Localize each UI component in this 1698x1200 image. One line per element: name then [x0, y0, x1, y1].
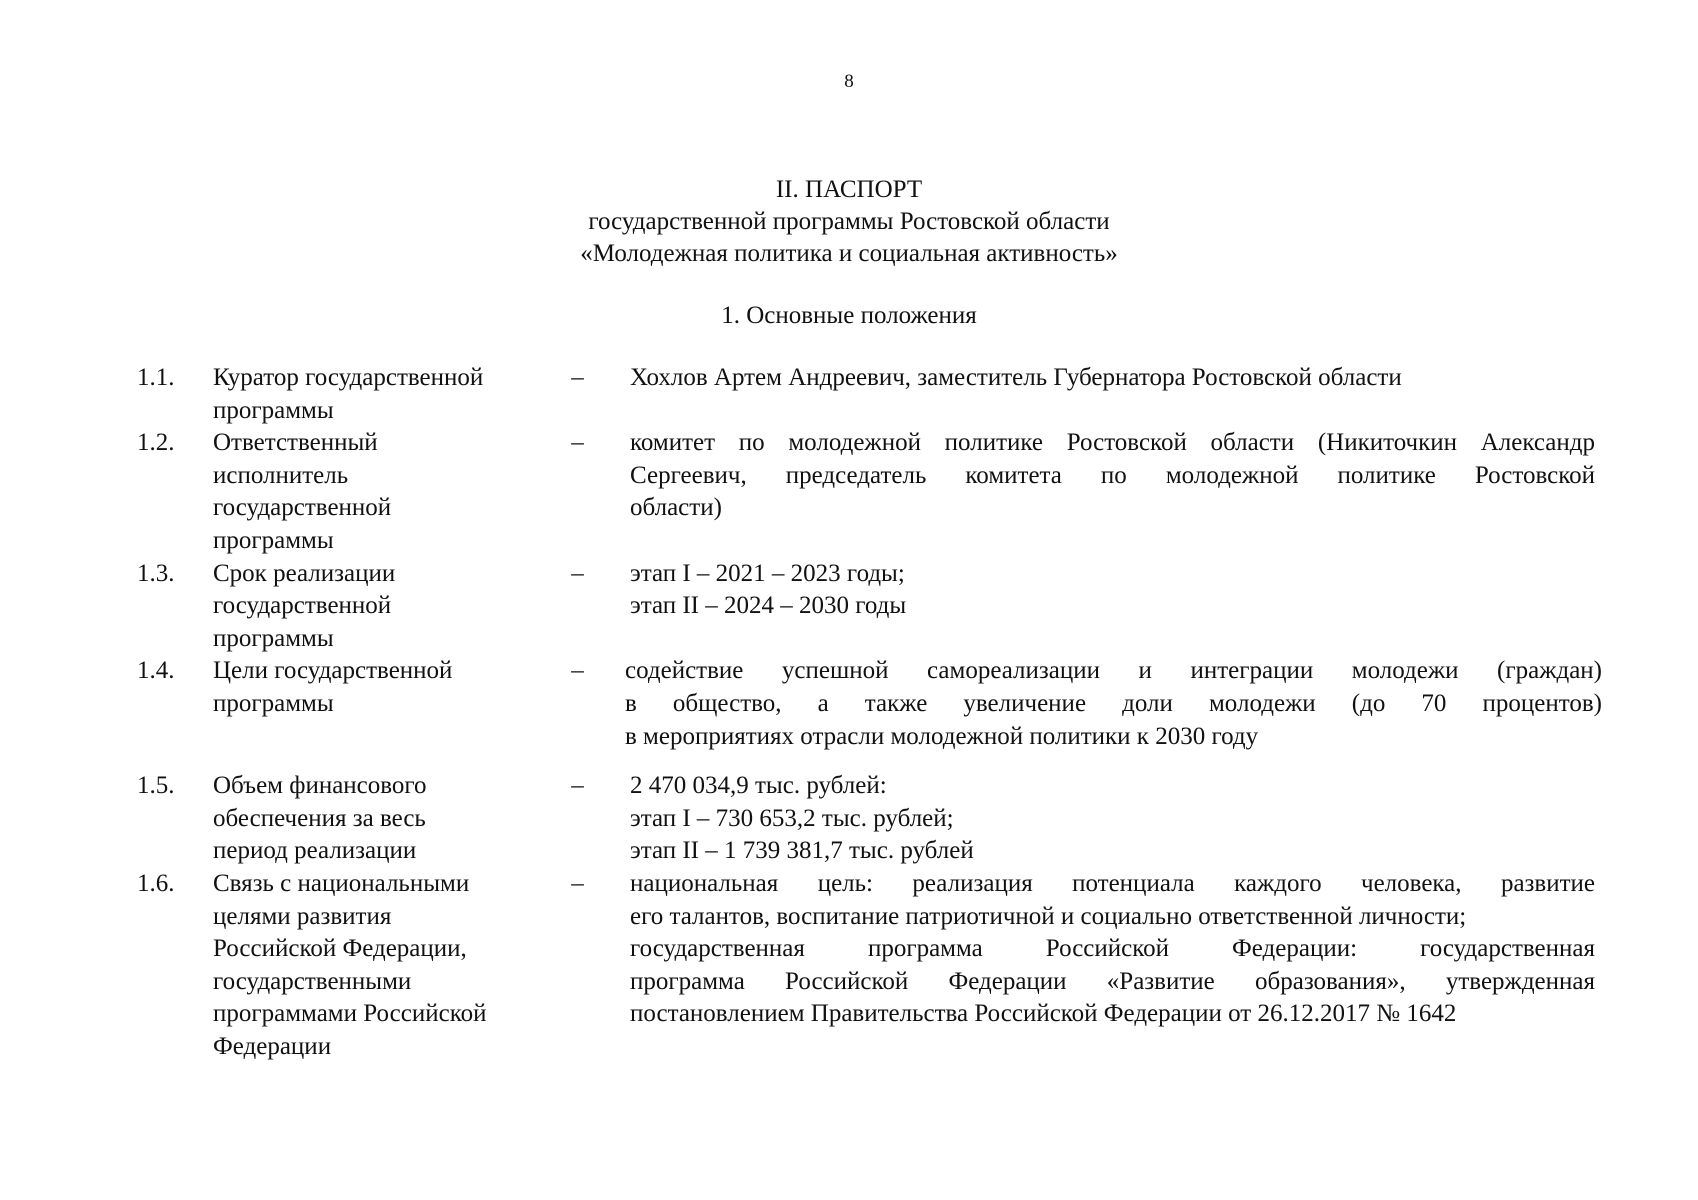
passport-row-1-3	[0, 558, 1698, 656]
title-line-1: II. ПАСПОРТ	[775, 176, 923, 203]
label-line: государственной	[213, 592, 392, 620]
value-line: этап I – 730 653,2 тыс. рублей;	[630, 804, 954, 832]
label-line: Цели государственной	[213, 657, 453, 685]
passport-row-1-2	[0, 427, 1698, 557]
row-dash: –	[571, 559, 584, 587]
value-line: программа Российской Федерации «Развитие образования», утвержденная	[630, 967, 1595, 995]
row-value	[630, 868, 1595, 1031]
title-line-3: «Молодежная политика и социальная активность»	[580, 240, 1118, 267]
page-number: 8	[844, 71, 854, 92]
label-line: программами Российской	[213, 1000, 487, 1028]
passport-row-1-4	[0, 655, 1698, 753]
row-dash: –	[571, 772, 584, 800]
label-line: Объем финансового	[213, 772, 427, 800]
value-line: государственная программа Российской Федерации: государственная	[630, 935, 1595, 963]
row-value	[630, 362, 1595, 395]
value-line: содействие успешной самореализации и интеграции молодежи (граждан)	[625, 657, 1602, 685]
row-dash: –	[571, 869, 584, 897]
label-line: Федерации	[213, 1032, 332, 1060]
passport-row-1-5	[0, 770, 1698, 868]
row-label	[213, 558, 543, 656]
row-label	[213, 868, 543, 1064]
value-line: области)	[630, 494, 722, 522]
label-line: Куратор государственной	[213, 364, 484, 391]
row-label	[213, 655, 543, 720]
row-number: 1.1.	[137, 364, 175, 391]
row-number: 1.4.	[137, 657, 175, 685]
row-number: 1.3.	[137, 559, 175, 587]
row-value	[625, 655, 1602, 753]
value-line: Хохлов Артем Андреевич, заместитель Губернатора Ростовской области	[630, 364, 1402, 391]
passport-row-1-1	[0, 362, 1698, 427]
label-line: обеспечения за весь	[213, 804, 426, 832]
label-line: программы	[213, 689, 334, 717]
row-value	[630, 427, 1595, 525]
label-line: Российской Федерации,	[213, 935, 467, 963]
value-line: в общество, а также увеличение доли молодежи (до 70 процентов)	[625, 689, 1602, 717]
label-line: целями развития	[213, 902, 392, 930]
value-line: этап II – 2024 – 2030 годы	[630, 592, 907, 620]
value-line: 2 470 034,9 тыс. рублей:	[630, 772, 887, 800]
label-line: государственными	[213, 967, 412, 995]
value-line: этап II – 1 739 381,7 тыс. рублей	[630, 837, 974, 865]
value-line: Сергеевич, председатель комитета по молодежной политике Ростовской	[630, 461, 1595, 489]
value-line: его талантов, воспитание патриотичной и социально ответственной личности;	[630, 902, 1467, 930]
document-title	[0, 174, 1698, 270]
value-line: национальная цель: реализация потенциала каждого человека, развитие	[630, 869, 1595, 897]
row-dash: –	[571, 364, 584, 391]
value-line: комитет по молодежной политике Ростовской области (Никиточкин Александр	[630, 429, 1595, 457]
row-number: 1.5.	[137, 772, 175, 800]
row-value	[630, 558, 1595, 623]
row-dash: –	[571, 429, 584, 457]
row-number: 1.2.	[137, 429, 175, 457]
label-line: программы	[213, 396, 334, 424]
value-line: постановлением Правительства Российской Федерации от 26.12.2017 № 1642	[630, 1000, 1457, 1028]
label-line: Связь с национальными	[213, 869, 470, 897]
row-label	[213, 770, 543, 868]
label-line: период реализации	[213, 837, 417, 865]
label-line: исполнитель	[213, 461, 349, 489]
label-line: программы	[213, 526, 334, 554]
passport-row-1-6	[0, 868, 1698, 1064]
row-label	[213, 427, 543, 557]
row-label	[213, 362, 543, 427]
row-number: 1.6.	[137, 869, 175, 897]
label-line: государственной	[213, 494, 392, 522]
row-dash: –	[571, 657, 584, 685]
row-value	[630, 770, 1595, 868]
passport-table	[0, 362, 1698, 1063]
value-line: этап I – 2021 – 2023 годы;	[630, 559, 905, 587]
label-line: Ответственный	[213, 429, 378, 457]
label-line: Срок реализации	[213, 559, 396, 587]
section-heading: 1. Основные положения	[721, 302, 977, 329]
value-line: в мероприятиях отрасли молодежной политики к 2030 году	[625, 722, 1259, 750]
label-line: программы	[213, 624, 334, 652]
title-line-2: государственной программы Ростовской области	[588, 208, 1110, 235]
